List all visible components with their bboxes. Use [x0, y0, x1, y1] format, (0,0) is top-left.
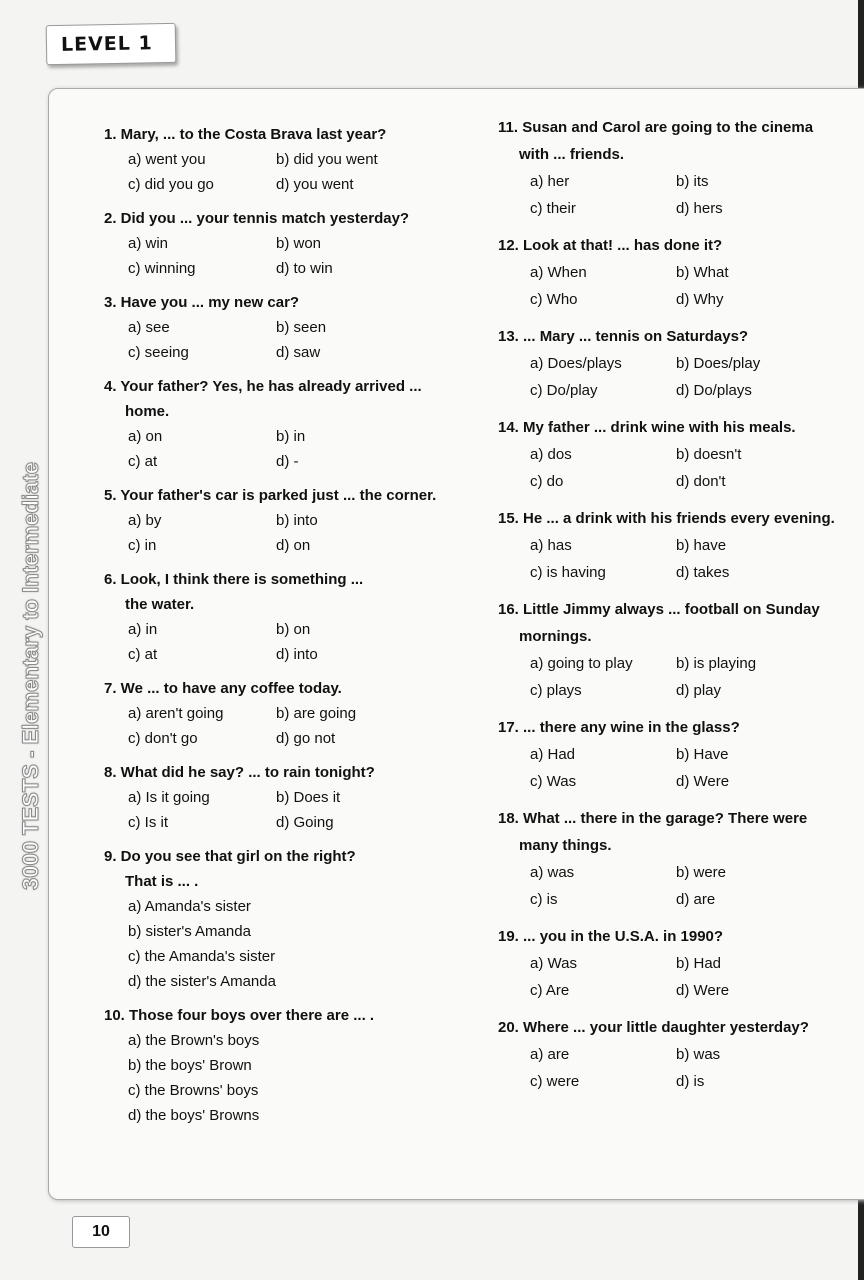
question-block: [498, 923, 838, 1004]
answer-option: d) Were: [676, 773, 730, 790]
answer-option: b) on: [276, 621, 311, 638]
question-text: 15. He ... a drink with his friends every evening.: [498, 510, 835, 527]
left-column: [104, 122, 484, 1137]
question-text: 7. We ... to have any coffee today.: [104, 680, 342, 697]
answer-option: b) were: [676, 864, 727, 881]
answer-option: d) is: [676, 1073, 705, 1090]
side-title: 3000 TESTS - Elementary to Intermediate: [18, 462, 43, 890]
answer-option: d) Why: [676, 291, 724, 308]
question-text-continued: with ... friends.: [519, 146, 625, 163]
question-text-continued: That is ... .: [125, 873, 199, 890]
answer-option: b) did you went: [276, 151, 378, 168]
question-text: 14. My father ... drink wine with his meals.: [498, 419, 796, 436]
right-column: [498, 114, 838, 1105]
question-block: [104, 122, 484, 197]
question-text: 20. Where ... your little daughter yesterday?: [498, 1019, 809, 1036]
answer-option: a) are: [530, 1046, 570, 1063]
answer-options: [104, 701, 484, 751]
answer-options: [104, 147, 484, 197]
answer-option: b) What: [676, 264, 729, 281]
answer-option: c) don't go: [128, 730, 198, 747]
answer-option: a) Had: [530, 746, 576, 763]
answer-option: d) Were: [676, 982, 730, 999]
question-block: [498, 714, 838, 795]
answer-option: d) on: [276, 537, 311, 554]
answer-option: b) was: [676, 1046, 721, 1063]
answer-option: d) play: [676, 682, 722, 699]
answer-option: b) its: [676, 173, 709, 190]
answer-option: b) the boys' Brown: [128, 1057, 252, 1074]
answer-option: c) Was: [530, 773, 577, 790]
answer-options: [104, 1028, 484, 1128]
question-text: 8. What did he say? ... to rain tonight?: [104, 764, 375, 781]
answer-option: c) at: [128, 453, 158, 470]
question-block: [498, 596, 838, 704]
answer-option: c) do: [530, 473, 564, 490]
question-text: 12. Look at that! ... has done it?: [498, 237, 723, 254]
answer-option: a) has: [530, 537, 572, 554]
question-text: 19. ... you in the U.S.A. in 1990?: [498, 928, 724, 945]
question-block: [498, 1014, 838, 1095]
answer-option: d) -: [276, 453, 299, 470]
question-block: [104, 1003, 484, 1128]
answer-options: [104, 894, 484, 994]
question-block: [104, 374, 484, 474]
answer-option: b) seen: [276, 319, 327, 336]
answer-option: a) was: [530, 864, 575, 881]
answer-option: b) are going: [276, 705, 357, 722]
answer-option: c) Are: [530, 982, 570, 999]
question-text: 11. Susan and Carol are going to the cinema: [498, 119, 814, 136]
answer-option: a) by: [128, 512, 162, 529]
answer-options: [104, 424, 484, 474]
answer-option: a) see: [128, 319, 170, 336]
question-text: 2. Did you ... your tennis match yesterday?: [104, 210, 410, 227]
answer-options: [104, 508, 484, 558]
answer-option: b) doesn't: [676, 446, 742, 463]
answer-option: c) at: [128, 646, 158, 663]
answer-option: a) win: [128, 235, 169, 252]
question-text: 5. Your father's car is parked just ... the corner.: [104, 487, 437, 504]
answer-options: [104, 231, 484, 281]
answer-option: a) Was: [530, 955, 577, 972]
answer-option: c) Who: [530, 291, 578, 308]
answer-option: a) dos: [530, 446, 572, 463]
answer-option: c) is: [530, 891, 558, 908]
question-block: [498, 805, 838, 913]
question-text: 3. Have you ... my new car?: [104, 294, 300, 311]
answer-option: d) hers: [676, 200, 723, 217]
answer-option: d) Do/plays: [676, 382, 752, 399]
answer-options: [498, 650, 838, 704]
answer-option: b) Does it: [276, 789, 341, 806]
answer-option: a) the Brown's boys: [128, 1032, 260, 1049]
answer-option: c) plays: [530, 682, 582, 699]
question-text-continued: many things.: [519, 837, 612, 854]
question-text: 4. Your father? Yes, he has already arrived ...: [104, 378, 422, 395]
page-number: 10: [72, 1216, 130, 1248]
question-block: [104, 844, 484, 994]
answer-option: a) went you: [128, 151, 206, 168]
answer-option: d) takes: [676, 564, 730, 581]
answer-option: d) saw: [276, 344, 321, 361]
answer-option: d) are: [676, 891, 716, 908]
answer-options: [104, 617, 484, 667]
answer-option: c) Do/play: [530, 382, 598, 399]
answer-options: [498, 859, 838, 913]
question-block: [498, 232, 838, 313]
question-text-continued: mornings.: [519, 628, 592, 645]
answer-option: d) to win: [276, 260, 333, 277]
question-text-continued: home.: [125, 403, 170, 420]
answer-option: a) on: [128, 428, 163, 445]
question-text: 9. Do you see that girl on the right?: [104, 848, 356, 865]
answer-option: b) sister's Amanda: [128, 923, 251, 940]
answer-option: a) going to play: [530, 655, 633, 672]
question-block: [498, 114, 838, 222]
question-block: [104, 206, 484, 281]
answer-option: c) did you go: [128, 176, 214, 193]
answer-option: b) Had: [676, 955, 722, 972]
question-text: 16. Little Jimmy always ... football on Sunday: [498, 601, 820, 618]
answer-options: [498, 532, 838, 586]
answer-option: d) don't: [676, 473, 726, 490]
question-text: 6. Look, I think there is something ...: [104, 571, 364, 588]
answer-option: a) When: [530, 264, 587, 281]
question-block: [104, 567, 484, 667]
question-block: [104, 676, 484, 751]
answer-option: b) into: [276, 512, 318, 529]
answer-option: d) go not: [276, 730, 336, 747]
answer-options: [498, 441, 838, 495]
question-text: 13. ... Mary ... tennis on Saturdays?: [498, 328, 749, 345]
question-text-continued: the water.: [125, 596, 195, 613]
question-text: 10. Those four boys over there are ... .: [104, 1007, 375, 1024]
answer-option: b) have: [676, 537, 727, 554]
answer-option: a) aren't going: [128, 705, 224, 722]
answer-option: c) were: [530, 1073, 580, 1090]
question-block: [498, 414, 838, 495]
question-text: 18. What ... there in the garage? There were: [498, 810, 808, 827]
answer-option: d) into: [276, 646, 318, 663]
question-block: [498, 323, 838, 404]
question-block: [104, 290, 484, 365]
answer-option: b) Does/play: [676, 355, 761, 372]
answer-option: d) Going: [276, 814, 334, 831]
answer-option: b) in: [276, 428, 306, 445]
answer-option: b) Have: [676, 746, 729, 763]
answer-option: b) is playing: [676, 655, 757, 672]
level-tag: LEVEL 1: [46, 23, 177, 65]
answer-options: [498, 1041, 838, 1095]
answer-option: c) is having: [530, 564, 606, 581]
answer-option: c) the Browns' boys: [128, 1082, 259, 1099]
answer-option: c) winning: [128, 260, 196, 277]
answer-option: c) their: [530, 200, 576, 217]
answer-option: b) won: [276, 235, 322, 252]
question-block: [498, 505, 838, 586]
answer-option: a) Does/plays: [530, 355, 622, 372]
answer-options: [498, 259, 838, 313]
answer-option: c) Is it: [128, 814, 168, 831]
answer-options: [104, 785, 484, 835]
answer-option: c) in: [128, 537, 157, 554]
answer-options: [498, 741, 838, 795]
question-text: 1. Mary, ... to the Costa Brava last year?: [104, 126, 387, 143]
answer-option: a) Is it going: [128, 789, 210, 806]
answer-options: [498, 950, 838, 1004]
answer-options: [498, 350, 838, 404]
answer-options: [104, 315, 484, 365]
answer-option: d) you went: [276, 176, 354, 193]
question-block: [104, 760, 484, 835]
answer-option: a) in: [128, 621, 158, 638]
answer-option: d) the boys' Browns: [128, 1107, 260, 1124]
answer-option: a) Amanda's sister: [128, 898, 251, 915]
answer-option: d) the sister's Amanda: [128, 973, 276, 990]
answer-option: c) seeing: [128, 344, 189, 361]
answer-options: [498, 168, 838, 222]
question-text: 17. ... there any wine in the glass?: [498, 719, 740, 736]
answer-option: c) the Amanda's sister: [128, 948, 276, 965]
question-block: [104, 483, 484, 558]
answer-option: a) her: [530, 173, 570, 190]
